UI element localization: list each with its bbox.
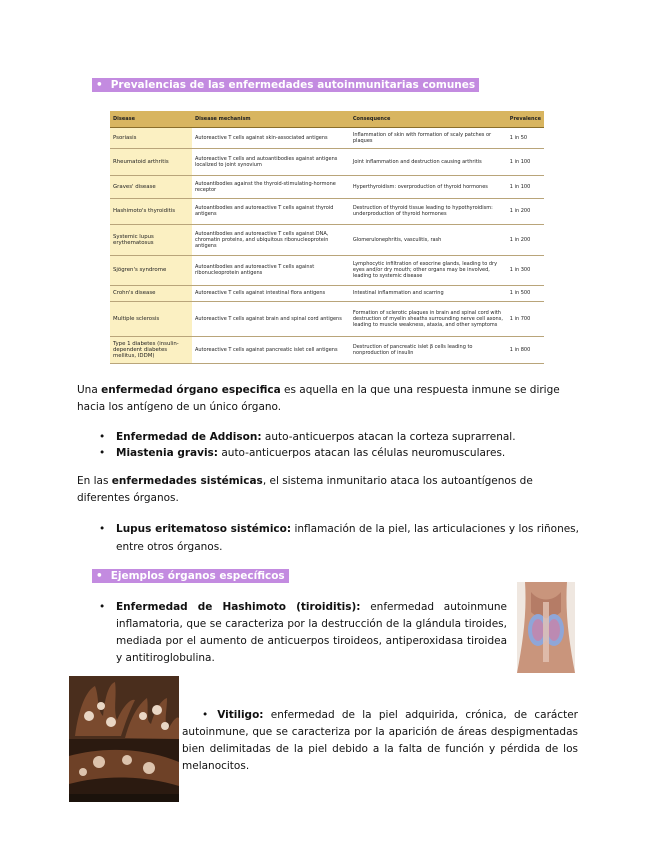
- table-cell: Autoreactive T cells and autoantibodies against antigens localized to joint synovium: [192, 148, 350, 175]
- table-cell: Intestinal inflammation and scarring: [350, 285, 507, 301]
- section-heading-prevalencias: [92, 78, 479, 92]
- column-header: Disease: [110, 111, 192, 127]
- text-run: es aquella en la que una respuesta inmune se dirige hacia los antígeno de un único órgano.: [77, 384, 560, 413]
- table-cell: Autoantibodies and autoreactive T cells against thyroid antigens: [192, 198, 350, 224]
- table-cell: Autoreactive T cells against brain and spinal cord antigens: [192, 301, 350, 336]
- table-cell: Lymphocytic infiltration of exocrine glands, leading to dry eyes and/or dry mouth; other organs may be involved, leading to systemic disease: [350, 255, 507, 285]
- text-run: enfermedad autoinmune inflamatoria, que se caracteriza por la destrucción de la glándula tiroides, mediada por el aumento de anticuerpos tiroideos, antiperoxidasa tiroidea y antitiroglobulina.: [116, 601, 507, 664]
- table-row: [110, 336, 544, 363]
- table-cell: Systemic lupus erythematosus: [110, 224, 192, 255]
- table-cell: Hashimoto's thyroiditis: [110, 198, 192, 224]
- table-row: [110, 127, 544, 148]
- text-run: enfermedad de la piel adquirida, crónica, de carácter autoinmune, que se caracteriza por la aparición de áreas despigmentadas bien delimitadas de la piel debido a la falta de función y pérdida de los melanocitos.: [182, 709, 578, 772]
- table-row: [110, 175, 544, 198]
- list-item-vitiligo: [182, 707, 578, 775]
- table-cell: 1 in 700: [507, 301, 544, 336]
- text-run: auto-anticuerpos atacan las células neuromusculares.: [218, 447, 506, 459]
- vitiligo-hands-photo: [69, 676, 179, 802]
- bullet-dot: •: [99, 523, 106, 535]
- table-cell: Type 1 diabetes (insulin-dependent diabetes mellitus, IDDM): [110, 336, 192, 363]
- table-cell: Destruction of pancreatic islet β cells leading to nonproduction of insulin: [350, 336, 507, 363]
- table-cell: Rheumatoid arthritis: [110, 148, 192, 175]
- table-cell: 1 in 200: [507, 198, 544, 224]
- table-header-row: [110, 111, 544, 127]
- bullet-dot: •: [99, 447, 106, 459]
- table-row: [110, 285, 544, 301]
- table-row: [110, 301, 544, 336]
- table-cell: 1 in 100: [507, 148, 544, 175]
- organ-specific-paragraph: [77, 382, 581, 416]
- table-cell: 1 in 100: [507, 175, 544, 198]
- table-cell: Multiple sclerosis: [110, 301, 192, 336]
- table-cell: 1 in 800: [507, 336, 544, 363]
- bold-term: enfermedades sistémicas: [111, 475, 263, 487]
- list-item-hashimoto: [99, 599, 507, 667]
- table-cell: 1 in 300: [507, 255, 544, 285]
- bullet-dot: •: [99, 431, 106, 443]
- bullet-dot: •: [96, 79, 103, 91]
- list-item: [99, 429, 579, 445]
- table-cell: Autoantibodies and autoreactive T cells against DNA, chromatin proteins, and ubiquitous ribonucleoprotein antigens: [192, 224, 350, 255]
- table-cell: Autoreactive T cells against intestinal flora antigens: [192, 285, 350, 301]
- table-cell: Autoantibodies and autoreactive T cells against ribonucleoprotein antigens: [192, 255, 350, 285]
- bold-term: Enfermedad de Addison:: [116, 431, 262, 443]
- text-run: Una: [77, 384, 102, 396]
- table-row: [110, 148, 544, 175]
- column-header: Prevalence: [507, 111, 544, 127]
- table-cell: Autoreactive T cells against pancreatic islet cell antigens: [192, 336, 350, 363]
- table-row: [110, 224, 544, 255]
- text-run: auto-anticuerpos atacan la corteza suprarrenal.: [261, 431, 516, 443]
- prevalence-table: [110, 111, 544, 364]
- thyroid-illustration: [517, 582, 575, 673]
- text-run: En las: [77, 475, 112, 487]
- bullet-dot: •: [202, 709, 209, 721]
- section-title: Ejemplos órganos específicos: [110, 570, 285, 582]
- column-header: Disease mechanism: [192, 111, 350, 127]
- text-run: inflamación de la piel, las articulaciones y los riñones, entre otros órganos.: [116, 523, 579, 553]
- table-cell: Inflammation of skin with formation of scaly patches or plaques: [350, 127, 507, 148]
- table-row: [110, 255, 544, 285]
- bold-term: Lupus eritematoso sistémico:: [116, 523, 292, 535]
- table-cell: Joint inflammation and destruction causing arthritis: [350, 148, 507, 175]
- bold-term: Miastenia gravis:: [116, 447, 219, 459]
- table-row: [110, 198, 544, 224]
- table-cell: Autoreactive T cells against skin-associated antigens: [192, 127, 350, 148]
- section-heading-ejemplos: [92, 569, 289, 583]
- list-item: [99, 520, 579, 556]
- column-header: Consequence: [350, 111, 507, 127]
- bullet-dot: •: [96, 570, 103, 582]
- section-title: Prevalencias de las enfermedades autoinmunitarias comunes: [110, 79, 476, 91]
- table-cell: 1 in 500: [507, 285, 544, 301]
- thyroid-neck-image: [517, 582, 575, 673]
- table-cell: Psoriasis: [110, 127, 192, 148]
- table-cell: Autoantibodies against the thyroid-stimulating-hormone receptor: [192, 175, 350, 198]
- systemic-paragraph: [77, 473, 581, 507]
- table-cell: Hyperthyroidism: overproduction of thyroid hormones: [350, 175, 507, 198]
- bullet-dot: •: [99, 601, 106, 613]
- table-cell: Destruction of thyroid tissue leading to hypothyroidism: underproduction of thyroid hormones: [350, 198, 507, 224]
- text-run: , el sistema inmunitario ataca los autoantígenos de diferentes órganos.: [77, 475, 533, 504]
- bold-term: enfermedad órgano especifica: [101, 384, 281, 396]
- table-cell: Sjögren's syndrome: [110, 255, 192, 285]
- bold-term: Enfermedad de Hashimoto (tiroiditis):: [116, 601, 361, 613]
- table-cell: Formation of sclerotic plaques in brain and spinal cord with destruction of myelin sheaths surrounding nerve cell axons, leading to muscle weakness, ataxia, and other symptoms: [350, 301, 507, 336]
- table-cell: Crohn's disease: [110, 285, 192, 301]
- vitiligo-image: [69, 676, 179, 802]
- table-cell: 1 in 50: [507, 127, 544, 148]
- table-cell: 1 in 200: [507, 224, 544, 255]
- list-item: [99, 445, 579, 461]
- table-cell: Glomerulonephritis, vasculitis, rash: [350, 224, 507, 255]
- bold-term: Vitiligo:: [217, 709, 264, 721]
- table-cell: Graves' disease: [110, 175, 192, 198]
